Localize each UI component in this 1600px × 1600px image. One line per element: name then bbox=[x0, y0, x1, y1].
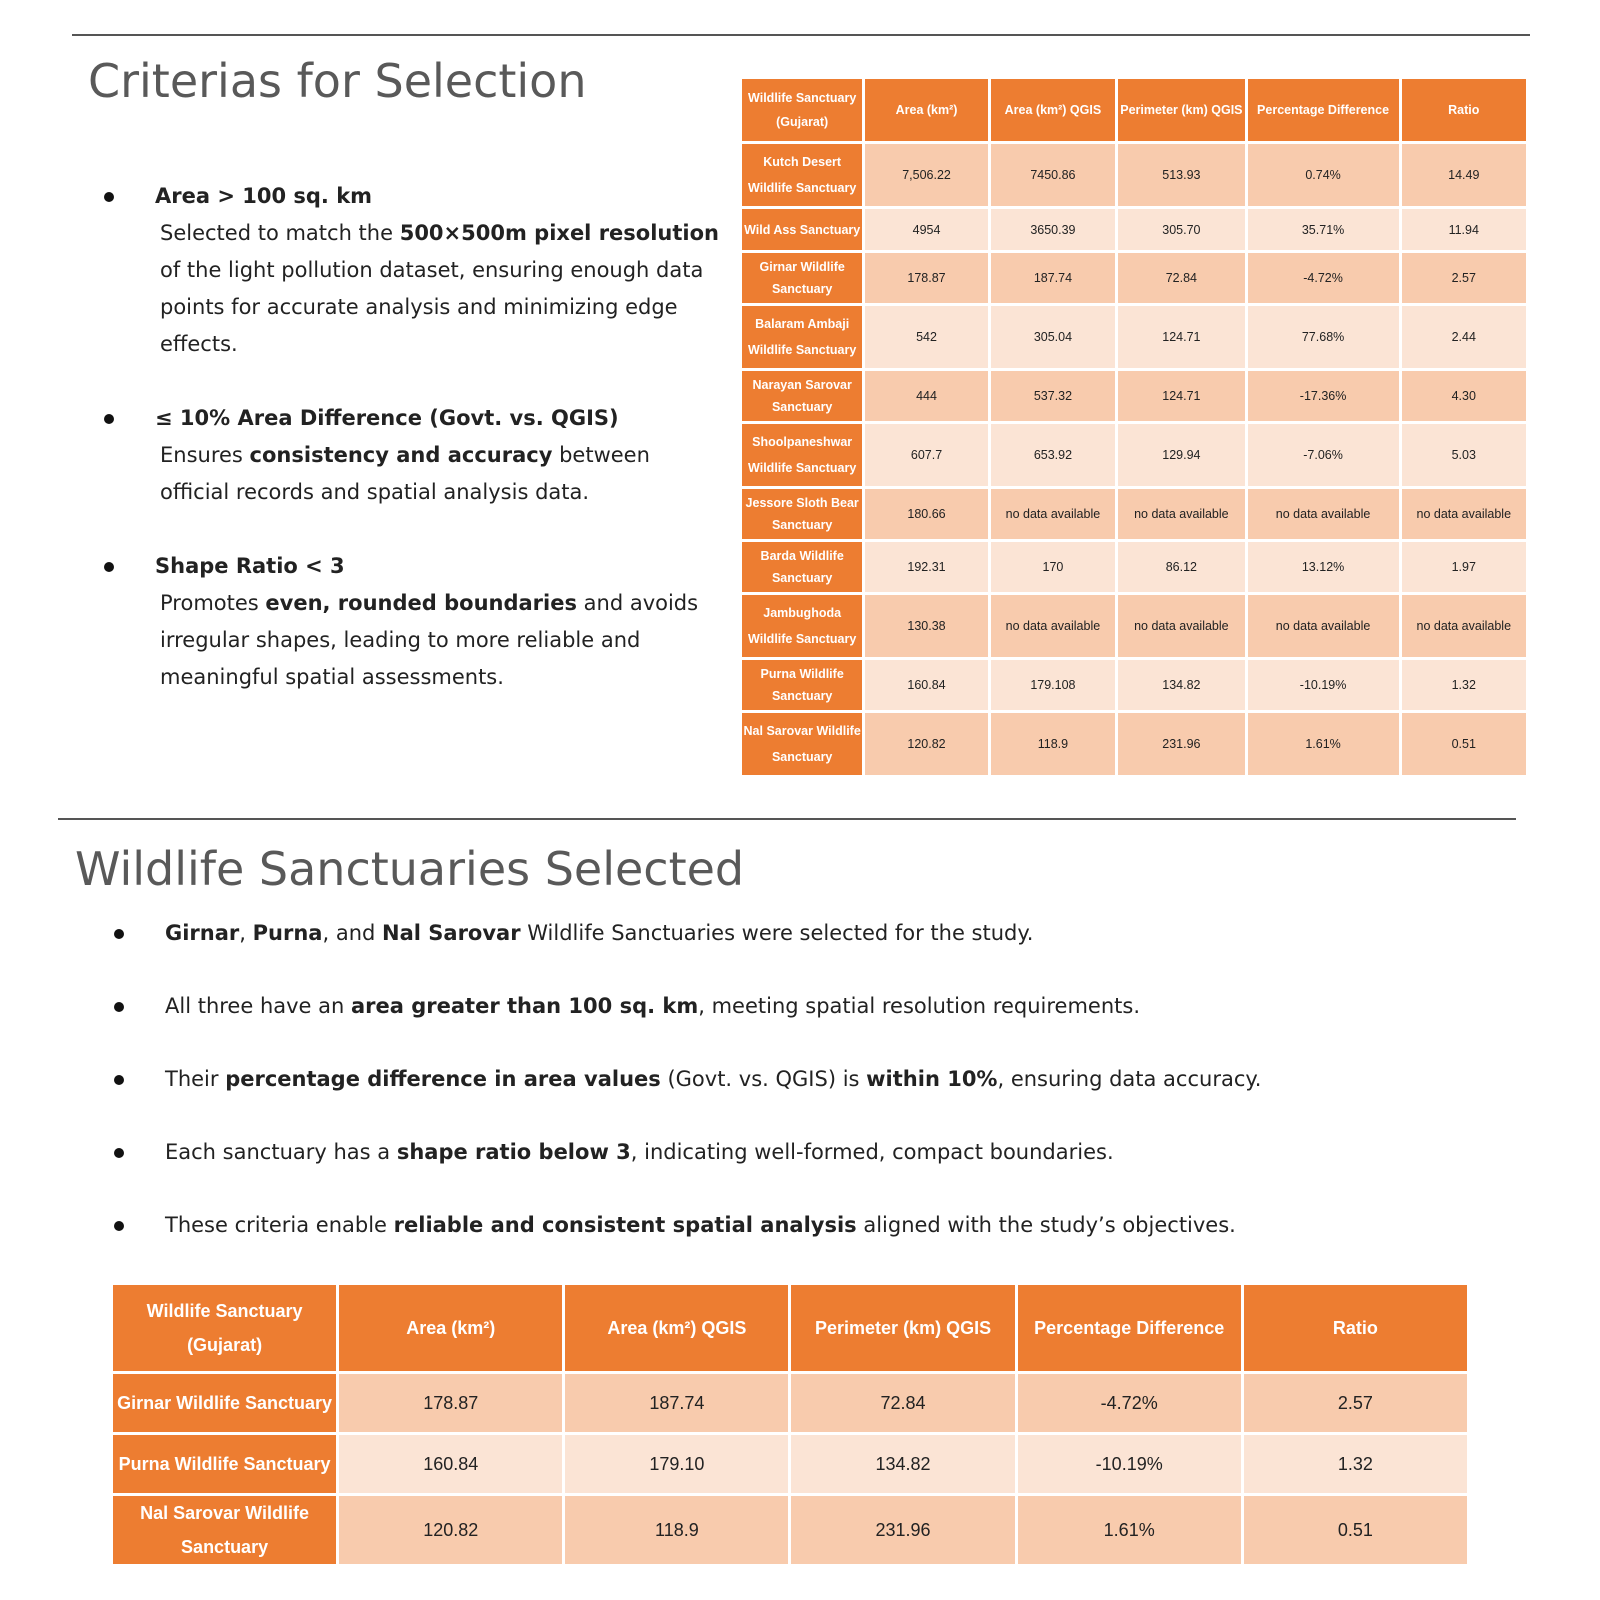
bullet-icon bbox=[104, 192, 114, 202]
table-cell: 231.96 bbox=[791, 1496, 1014, 1564]
column-header: Area (km²) QGIS bbox=[991, 79, 1115, 141]
sanctuary-name-cell: Purna Wildlife Sanctuary bbox=[742, 660, 862, 710]
table-cell: 4954 bbox=[865, 209, 987, 250]
table-cell: no data available bbox=[1248, 595, 1399, 657]
table-cell: -7.06% bbox=[1248, 424, 1399, 486]
table-cell: 160.84 bbox=[339, 1435, 562, 1493]
table-cell: 124.71 bbox=[1118, 306, 1244, 368]
bullet-icon bbox=[114, 1221, 124, 1231]
table-cell: 179.108 bbox=[991, 660, 1115, 710]
table-cell: 124.71 bbox=[1118, 371, 1244, 421]
column-header: Ratio bbox=[1244, 1285, 1467, 1371]
selected-title: Wildlife Sanctuaries Selected bbox=[75, 842, 745, 896]
table-cell: 118.9 bbox=[991, 713, 1115, 775]
sanctuary-name-cell: Jambughoda Wildlife Sanctuary bbox=[742, 595, 862, 657]
table-cell: 187.74 bbox=[565, 1374, 788, 1432]
table-cell: 192.31 bbox=[865, 542, 987, 592]
column-header: Percentage Difference bbox=[1018, 1285, 1241, 1371]
sanctuary-name-cell: Barda Wildlife Sanctuary bbox=[742, 542, 862, 592]
column-header: Ratio bbox=[1402, 79, 1526, 141]
sanctuary-name-cell: Nal Sarovar Wildlife Sanctuary bbox=[113, 1496, 336, 1564]
top-divider bbox=[72, 34, 1530, 36]
table-cell: 14.49 bbox=[1402, 144, 1526, 206]
table-cell: 179.10 bbox=[565, 1435, 788, 1493]
criteria-description: Promotes even, rounded boundaries and avoids irregular shapes, leading to more reliable and meaningful spatial assessments. bbox=[160, 591, 699, 689]
list-item: Their percentage difference in area values (Govt. vs. QGIS) is within 10%, ensuring data accuracy. bbox=[110, 1064, 1510, 1094]
criteria-item bbox=[110, 548, 720, 696]
table-cell: 2.44 bbox=[1402, 306, 1526, 368]
sanctuary-name-cell: Wild Ass Sanctuary bbox=[742, 209, 862, 250]
column-header: Wildlife Sanctuary (Gujarat) bbox=[742, 79, 862, 141]
table-header-row bbox=[113, 1285, 1467, 1371]
sanctuary-name-cell: Kutch Desert Wildlife Sanctuary bbox=[742, 144, 862, 206]
bullet-icon bbox=[104, 414, 114, 424]
table-cell: 305.04 bbox=[991, 306, 1115, 368]
table-cell: 305.70 bbox=[1118, 209, 1244, 250]
table-cell: no data available bbox=[1402, 595, 1526, 657]
sanctuary-name-cell: Nal Sarovar Wildlife Sanctuary bbox=[742, 713, 862, 775]
criteria-description: Selected to match the 500×500m pixel resolution of the light pollution dataset, ensuring enough data points for accurate analysis and minimizing edge effects. bbox=[160, 221, 719, 356]
table-cell: 72.84 bbox=[791, 1374, 1014, 1432]
table-cell: 134.82 bbox=[1118, 660, 1244, 710]
table-cell: 130.38 bbox=[865, 595, 987, 657]
criteria-heading: ≤ 10% Area Difference (Govt. vs. QGIS) bbox=[155, 406, 619, 430]
bullet-icon bbox=[114, 1148, 124, 1158]
table-cell: 187.74 bbox=[991, 253, 1115, 303]
table-cell: 35.71% bbox=[1248, 209, 1399, 250]
table-row bbox=[742, 660, 1526, 710]
criteria-item bbox=[110, 178, 720, 363]
table-cell: 129.94 bbox=[1118, 424, 1244, 486]
sanctuary-name-cell: Shoolpaneshwar Wildlife Sanctuary bbox=[742, 424, 862, 486]
table-cell: no data available bbox=[991, 489, 1115, 539]
criteria-heading: Shape Ratio < 3 bbox=[155, 554, 345, 578]
table-cell: 3650.39 bbox=[991, 209, 1115, 250]
table-cell: 7450.86 bbox=[991, 144, 1115, 206]
column-header: Area (km²) bbox=[865, 79, 987, 141]
criteria-list bbox=[110, 178, 720, 733]
table-header-row bbox=[742, 79, 1526, 141]
selected-sanctuaries-table bbox=[110, 1282, 1470, 1567]
table-cell: 2.57 bbox=[1244, 1374, 1467, 1432]
sanctuary-name-cell: Girnar Wildlife Sanctuary bbox=[113, 1374, 336, 1432]
table-cell: 77.68% bbox=[1248, 306, 1399, 368]
table-cell: 170 bbox=[991, 542, 1115, 592]
table-cell: 542 bbox=[865, 306, 987, 368]
criteria-heading: Area > 100 sq. km bbox=[155, 184, 373, 208]
column-header: Percentage Difference bbox=[1248, 79, 1399, 141]
table-cell: 118.9 bbox=[565, 1496, 788, 1564]
middle-divider bbox=[58, 818, 1516, 820]
table-row bbox=[113, 1435, 1467, 1493]
sanctuary-name-cell: Girnar Wildlife Sanctuary bbox=[742, 253, 862, 303]
table-cell: -10.19% bbox=[1248, 660, 1399, 710]
table-cell: no data available bbox=[1248, 489, 1399, 539]
table-cell: no data available bbox=[1118, 489, 1244, 539]
table-row bbox=[742, 542, 1526, 592]
selected-list bbox=[110, 918, 1510, 1283]
list-item: Each sanctuary has a shape ratio below 3, indicating well-formed, compact boundaries. bbox=[110, 1137, 1510, 1167]
sanctuary-name-cell: Narayan Sarovar Sanctuary bbox=[742, 371, 862, 421]
criteria-item bbox=[110, 400, 720, 511]
table-row bbox=[742, 713, 1526, 775]
table-row bbox=[742, 306, 1526, 368]
table-cell: 5.03 bbox=[1402, 424, 1526, 486]
table-cell: 444 bbox=[865, 371, 987, 421]
column-header: Area (km²) bbox=[339, 1285, 562, 1371]
table-row bbox=[742, 424, 1526, 486]
table-cell: 4.30 bbox=[1402, 371, 1526, 421]
table-cell: -4.72% bbox=[1248, 253, 1399, 303]
table-cell: no data available bbox=[991, 595, 1115, 657]
table-row bbox=[742, 595, 1526, 657]
table-cell: 653.92 bbox=[991, 424, 1115, 486]
table-cell: no data available bbox=[1402, 489, 1526, 539]
table-cell: 2.57 bbox=[1402, 253, 1526, 303]
table-row bbox=[742, 371, 1526, 421]
table-cell: 72.84 bbox=[1118, 253, 1244, 303]
sanctuary-name-cell: Jessore Sloth Bear Sanctuary bbox=[742, 489, 862, 539]
all-sanctuaries-table bbox=[739, 76, 1529, 778]
table-cell: 0.74% bbox=[1248, 144, 1399, 206]
table-cell: 7,506.22 bbox=[865, 144, 987, 206]
table-cell: 134.82 bbox=[791, 1435, 1014, 1493]
bullet-icon bbox=[114, 1002, 124, 1012]
list-item: Girnar, Purna, and Nal Sarovar Wildlife Sanctuaries were selected for the study. bbox=[110, 918, 1510, 948]
table-row bbox=[113, 1496, 1467, 1564]
bullet-icon bbox=[114, 1075, 124, 1085]
table-row bbox=[113, 1374, 1467, 1432]
table-row bbox=[742, 253, 1526, 303]
criteria-title: Criterias for Selection bbox=[88, 54, 587, 108]
list-item: These criteria enable reliable and consistent spatial analysis aligned with the study’s objectives. bbox=[110, 1210, 1510, 1240]
table-cell: 231.96 bbox=[1118, 713, 1244, 775]
table-cell: 11.94 bbox=[1402, 209, 1526, 250]
table-cell: 1.61% bbox=[1248, 713, 1399, 775]
table-row bbox=[742, 489, 1526, 539]
list-item: All three have an area greater than 100 sq. km, meeting spatial resolution requirements. bbox=[110, 991, 1510, 1021]
table-row bbox=[742, 144, 1526, 206]
table-cell: 0.51 bbox=[1402, 713, 1526, 775]
criteria-description: Ensures consistency and accuracy between official records and spatial analysis data. bbox=[160, 443, 650, 504]
table-cell: 607.7 bbox=[865, 424, 987, 486]
table-cell: 1.32 bbox=[1402, 660, 1526, 710]
table-cell: -10.19% bbox=[1018, 1435, 1241, 1493]
table-cell: 1.32 bbox=[1244, 1435, 1467, 1493]
table-cell: 178.87 bbox=[339, 1374, 562, 1432]
table-cell: 13.12% bbox=[1248, 542, 1399, 592]
table-row bbox=[742, 209, 1526, 250]
table-cell: -4.72% bbox=[1018, 1374, 1241, 1432]
table-cell: 180.66 bbox=[865, 489, 987, 539]
table-cell: 0.51 bbox=[1244, 1496, 1467, 1564]
table-cell: 1.97 bbox=[1402, 542, 1526, 592]
table-cell: no data available bbox=[1118, 595, 1244, 657]
bullet-icon bbox=[104, 562, 114, 572]
table-cell: -17.36% bbox=[1248, 371, 1399, 421]
table-cell: 86.12 bbox=[1118, 542, 1244, 592]
column-header: Area (km²) QGIS bbox=[565, 1285, 788, 1371]
table-cell: 120.82 bbox=[865, 713, 987, 775]
sanctuary-name-cell: Balaram Ambaji Wildlife Sanctuary bbox=[742, 306, 862, 368]
table-cell: 1.61% bbox=[1018, 1496, 1241, 1564]
table-cell: 120.82 bbox=[339, 1496, 562, 1564]
column-header: Wildlife Sanctuary (Gujarat) bbox=[113, 1285, 336, 1371]
column-header: Perimeter (km) QGIS bbox=[791, 1285, 1014, 1371]
table-cell: 537.32 bbox=[991, 371, 1115, 421]
sanctuary-name-cell: Purna Wildlife Sanctuary bbox=[113, 1435, 336, 1493]
column-header: Perimeter (km) QGIS bbox=[1118, 79, 1244, 141]
table-cell: 178.87 bbox=[865, 253, 987, 303]
table-cell: 513.93 bbox=[1118, 144, 1244, 206]
bullet-icon bbox=[114, 929, 124, 939]
table-cell: 160.84 bbox=[865, 660, 987, 710]
